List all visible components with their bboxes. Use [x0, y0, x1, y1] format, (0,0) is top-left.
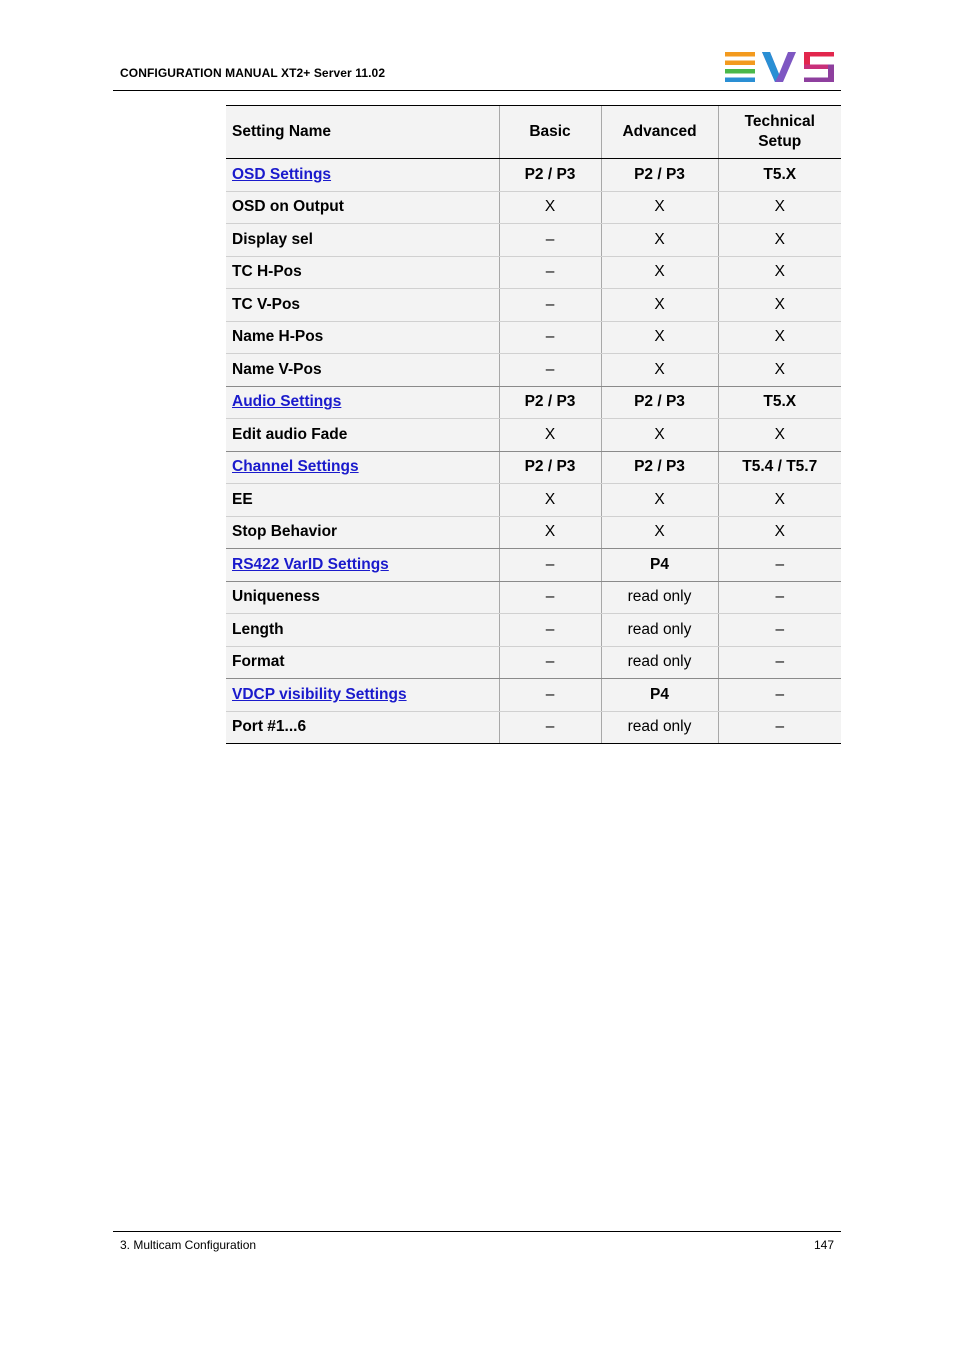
- advanced-cell: X: [601, 419, 718, 452]
- advanced-cell: read only: [601, 646, 718, 679]
- technical-setup-cell: X: [718, 224, 841, 257]
- footer-rule: [113, 1231, 841, 1232]
- setting-section-link[interactable]: VDCP visibility Settings: [232, 685, 407, 703]
- basic-cell: –: [499, 321, 601, 354]
- basic-cell: P2 / P3: [499, 386, 601, 419]
- table-row: [226, 289, 841, 322]
- technical-setup-cell: X: [718, 321, 841, 354]
- advanced-cell: X: [601, 321, 718, 354]
- advanced-cell: X: [601, 224, 718, 257]
- setting-name-cell: Length: [226, 614, 499, 647]
- table-row: [226, 419, 841, 452]
- setting-name-cell[interactable]: [226, 679, 499, 712]
- advanced-cell: P2 / P3: [601, 386, 718, 419]
- technical-setup-cell: X: [718, 289, 841, 322]
- setting-name-cell: TC H-Pos: [226, 256, 499, 289]
- technical-setup-cell: X: [718, 419, 841, 452]
- technical-setup-cell: –: [718, 614, 841, 647]
- advanced-cell: P4: [601, 679, 718, 712]
- setting-name-cell[interactable]: [226, 159, 499, 192]
- technical-setup-cell: –: [718, 711, 841, 744]
- basic-cell: X: [499, 191, 601, 224]
- technical-setup-cell: –: [718, 679, 841, 712]
- basic-cell: –: [499, 354, 601, 387]
- table-row: [226, 516, 841, 549]
- basic-cell: X: [499, 484, 601, 517]
- column-header-advanced: Advanced: [601, 106, 718, 159]
- technical-setup-cell: X: [718, 484, 841, 517]
- setting-section-link[interactable]: Channel Settings: [232, 458, 359, 476]
- page-number: 147: [813, 1238, 834, 1252]
- advanced-cell: X: [601, 256, 718, 289]
- setting-name-cell: OSD on Output: [226, 191, 499, 224]
- table-row: [226, 614, 841, 647]
- basic-cell: –: [499, 581, 601, 614]
- table-row: [226, 321, 841, 354]
- table-row: [226, 224, 841, 257]
- setting-section-link[interactable]: Audio Settings: [232, 393, 342, 411]
- column-header-setting-name: Setting Name: [226, 106, 499, 159]
- setting-name-cell: Edit audio Fade: [226, 419, 499, 452]
- technical-setup-cell: X: [718, 354, 841, 387]
- advanced-cell: X: [601, 191, 718, 224]
- advanced-cell: read only: [601, 614, 718, 647]
- column-header-basic: Basic: [499, 106, 601, 159]
- setting-name-cell: Display sel: [226, 224, 499, 257]
- settings-table: [226, 105, 841, 744]
- basic-cell: –: [499, 711, 601, 744]
- technical-setup-cell: T5.4 / T5.7: [718, 451, 841, 484]
- basic-cell: –: [499, 549, 601, 582]
- table-header-row: [226, 106, 841, 159]
- technical-setup-cell: X: [718, 256, 841, 289]
- basic-cell: P2 / P3: [499, 451, 601, 484]
- setting-section-link[interactable]: OSD Settings: [232, 165, 332, 183]
- table-row: [226, 191, 841, 224]
- technical-setup-cell: T5.X: [718, 159, 841, 192]
- basic-cell: X: [499, 516, 601, 549]
- table-body: [226, 159, 841, 744]
- technical-setup-cell: –: [718, 646, 841, 679]
- table-row: [226, 549, 841, 582]
- technical-setup-cell: X: [718, 516, 841, 549]
- technical-setup-cell: –: [718, 581, 841, 614]
- header-rule: [113, 90, 841, 91]
- basic-cell: X: [499, 419, 601, 452]
- table-row: [226, 711, 841, 744]
- basic-cell: –: [499, 256, 601, 289]
- advanced-cell: X: [601, 354, 718, 387]
- setting-name-cell: TC V-Pos: [226, 289, 499, 322]
- setting-name-cell[interactable]: [226, 549, 499, 582]
- setting-name-cell: Name V-Pos: [226, 354, 499, 387]
- setting-name-cell: Name H-Pos: [226, 321, 499, 354]
- basic-cell: –: [499, 646, 601, 679]
- advanced-cell: X: [601, 484, 718, 517]
- technical-setup-cell: –: [718, 549, 841, 582]
- footer-section: 3. Multicam Configuration: [120, 1238, 257, 1252]
- setting-name-cell[interactable]: [226, 386, 499, 419]
- basic-cell: –: [499, 679, 601, 712]
- setting-name-cell: Format: [226, 646, 499, 679]
- basic-cell: –: [499, 224, 601, 257]
- table-row: [226, 646, 841, 679]
- advanced-cell: P2 / P3: [601, 451, 718, 484]
- table-row: [226, 386, 841, 419]
- column-header-technical-setup: Technical Setup: [718, 106, 841, 159]
- setting-name-cell: EE: [226, 484, 499, 517]
- technical-setup-cell: X: [718, 191, 841, 224]
- basic-cell: –: [499, 289, 601, 322]
- setting-name-cell: Uniqueness: [226, 581, 499, 614]
- advanced-cell: P2 / P3: [601, 159, 718, 192]
- setting-name-cell: Port #1...6: [226, 711, 499, 744]
- advanced-cell: read only: [601, 581, 718, 614]
- advanced-cell: X: [601, 516, 718, 549]
- advanced-cell: P4: [601, 549, 718, 582]
- settings-table-container: [226, 105, 841, 744]
- setting-name-cell: Stop Behavior: [226, 516, 499, 549]
- table-row: [226, 159, 841, 192]
- table-row: [226, 484, 841, 517]
- table-row: [226, 451, 841, 484]
- setting-name-cell[interactable]: [226, 451, 499, 484]
- table-row: [226, 581, 841, 614]
- advanced-cell: read only: [601, 711, 718, 744]
- table-row: [226, 679, 841, 712]
- document-title: CONFIGURATION MANUAL XT2+ Server 11.02: [120, 66, 386, 80]
- table-row: [226, 256, 841, 289]
- setting-section-link[interactable]: RS422 VarID Settings: [232, 555, 389, 573]
- table-row: [226, 354, 841, 387]
- basic-cell: –: [499, 614, 601, 647]
- advanced-cell: X: [601, 289, 718, 322]
- technical-setup-cell: T5.X: [718, 386, 841, 419]
- basic-cell: P2 / P3: [499, 159, 601, 192]
- evs-logo: [725, 52, 835, 82]
